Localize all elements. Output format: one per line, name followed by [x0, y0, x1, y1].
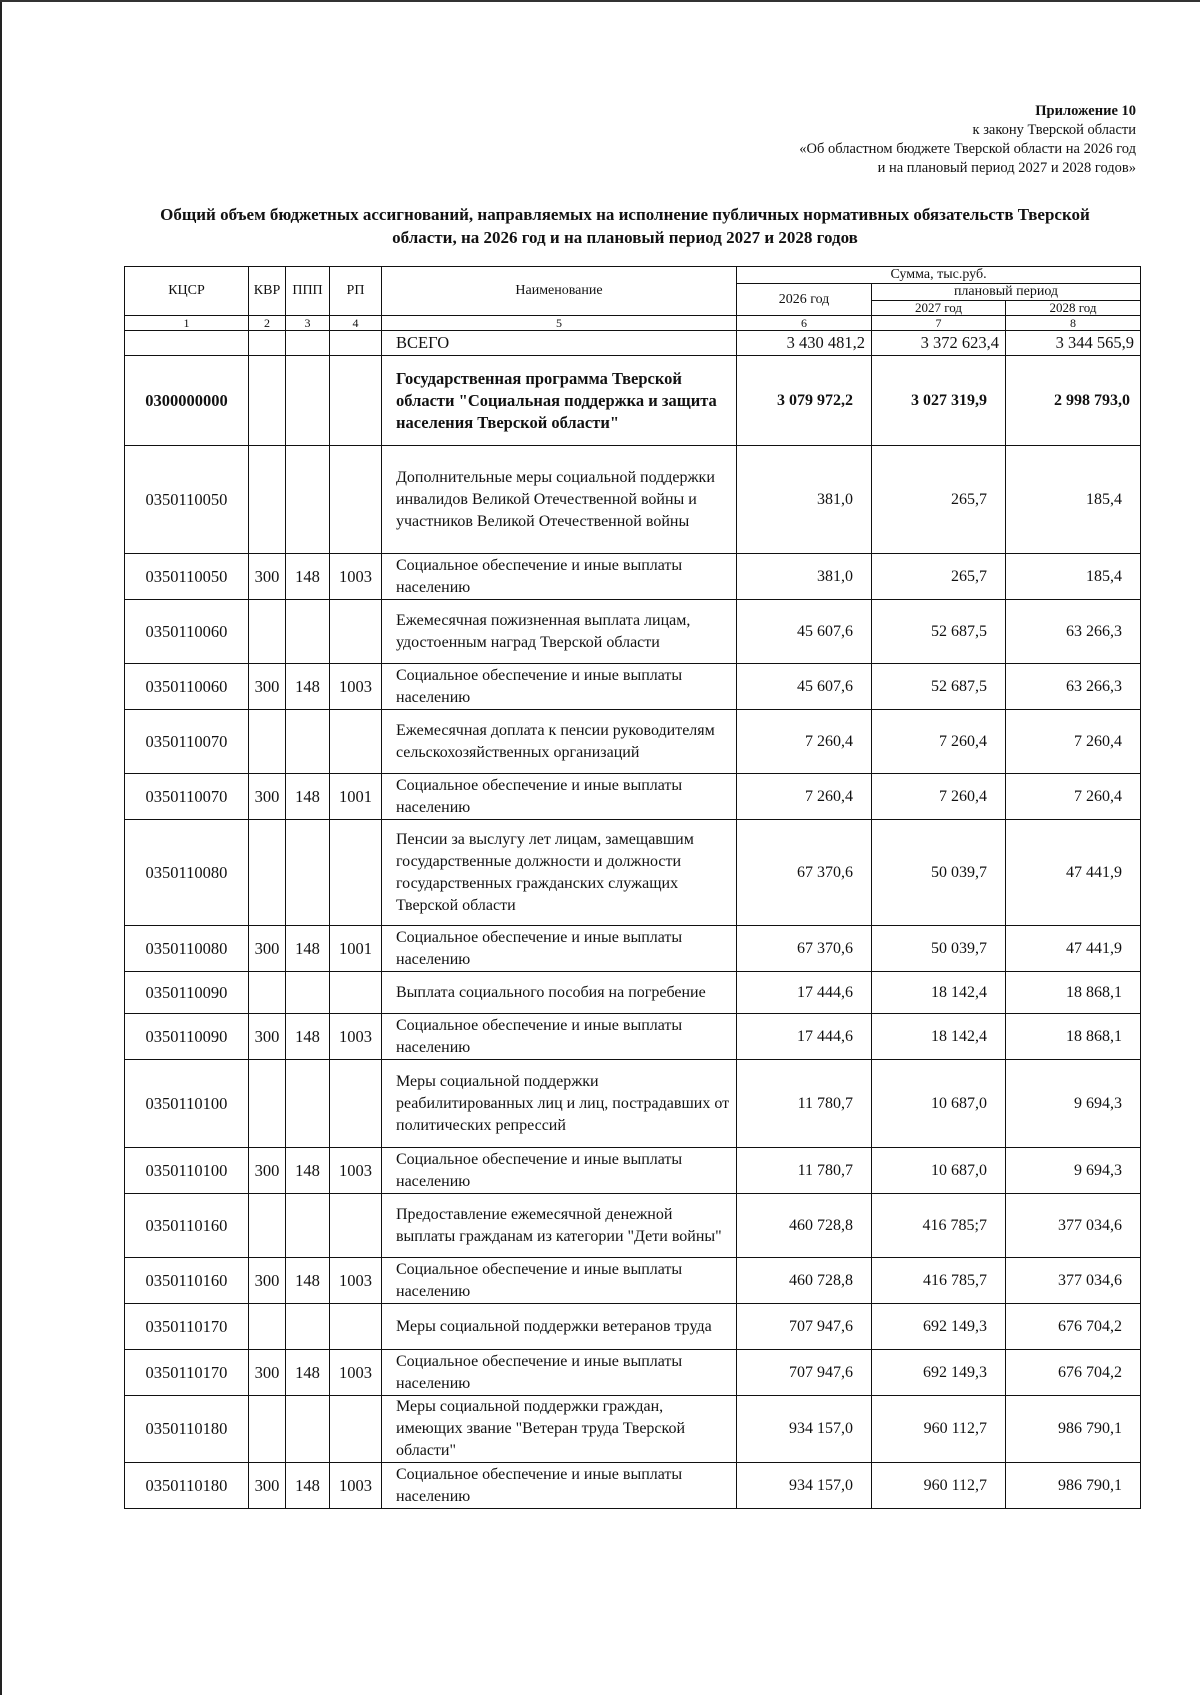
row-ppp [286, 446, 330, 554]
row-value-2027: 265,7 [872, 446, 1006, 554]
program-kcsr: 0300000000 [125, 356, 249, 446]
row-name: Социальное обеспечение и иные выплаты населению [382, 774, 737, 820]
header-2027: 2027 год [872, 301, 1006, 316]
header-row-1 [125, 267, 1141, 284]
table-row [125, 1350, 1141, 1396]
row-kcsr: 0350110170 [125, 1350, 249, 1396]
row-kcsr: 0350110170 [125, 1304, 249, 1350]
row-rp [330, 1194, 382, 1258]
row-kcsr: 0350110050 [125, 554, 249, 600]
row-rp [330, 820, 382, 926]
row-rp: 1003 [330, 664, 382, 710]
budget-table-body [125, 316, 1141, 1509]
document-title-line1: Общий объем бюджетных ассигнований, направляемых на исполнение публичных нормативных обязательств Тверской [160, 205, 1090, 224]
row-kvr [249, 1396, 286, 1463]
table-row [125, 1258, 1141, 1304]
table-row [125, 1060, 1141, 1148]
row-kvr: 300 [249, 554, 286, 600]
column-number: 1 [125, 316, 249, 331]
table-row [125, 774, 1141, 820]
row-value-2027: 10 687,0 [872, 1148, 1006, 1194]
row-value-2027: 416 785;7 [872, 1194, 1006, 1258]
program-ppp-empty [286, 356, 330, 446]
row-kcsr: 0350110090 [125, 972, 249, 1014]
document-title-line2: области, на 2026 год и на плановый период 2027 и 2028 годов [392, 228, 858, 247]
row-value-2028: 185,4 [1006, 554, 1141, 600]
row-rp [330, 1304, 382, 1350]
row-value-2027: 18 142,4 [872, 1014, 1006, 1060]
row-ppp: 148 [286, 1258, 330, 1304]
total-kvr-empty [249, 331, 286, 356]
row-kvr [249, 1060, 286, 1148]
row-name: Дополнительные меры социальной поддержки инвалидов Великой Отечественной войны и участников Великой Отечественной войны [382, 446, 737, 554]
appendix-law-title: «Об областном бюджете Тверской области на 2026 год [799, 141, 1136, 157]
scan-edge-top [0, 0, 1200, 2]
row-value-2027: 7 260,4 [872, 774, 1006, 820]
row-ppp: 148 [286, 926, 330, 972]
row-value-2027: 52 687,5 [872, 600, 1006, 664]
scan-edge-left [0, 0, 2, 1695]
row-name: Социальное обеспечение и иные выплаты населению [382, 1258, 737, 1304]
total-ppp-empty [286, 331, 330, 356]
table-row [125, 1194, 1141, 1258]
row-value-2028: 63 266,3 [1006, 600, 1141, 664]
row-rp [330, 1060, 382, 1148]
row-name: Социальное обеспечение и иные выплаты населению [382, 1350, 737, 1396]
row-value-2026: 707 947,6 [737, 1304, 872, 1350]
row-ppp: 148 [286, 1463, 330, 1509]
row-value-2026: 11 780,7 [737, 1060, 872, 1148]
row-value-2027: 960 112,7 [872, 1463, 1006, 1509]
header-planned-period: плановый период [872, 284, 1141, 301]
row-ppp [286, 1304, 330, 1350]
total-2027: 3 372 623,4 [872, 331, 1006, 356]
row-ppp: 148 [286, 1148, 330, 1194]
row-ppp [286, 1396, 330, 1463]
program-row [125, 356, 1141, 446]
appendix-number: Приложение 10 [1035, 103, 1136, 119]
program-rp-empty [330, 356, 382, 446]
row-value-2027: 692 149,3 [872, 1350, 1006, 1396]
row-value-2028: 377 034,6 [1006, 1194, 1141, 1258]
header-rp: РП [330, 267, 382, 316]
row-ppp [286, 600, 330, 664]
row-value-2026: 7 260,4 [737, 774, 872, 820]
row-kcsr: 0350110050 [125, 446, 249, 554]
row-value-2026: 45 607,6 [737, 664, 872, 710]
row-value-2028: 185,4 [1006, 446, 1141, 554]
row-rp: 1003 [330, 1258, 382, 1304]
row-kcsr: 0350110160 [125, 1194, 249, 1258]
row-kvr [249, 446, 286, 554]
row-kcsr: 0350110160 [125, 1258, 249, 1304]
row-name: Социальное обеспечение и иные выплаты населению [382, 1148, 737, 1194]
table-row [125, 926, 1141, 972]
row-rp [330, 972, 382, 1014]
row-value-2028: 7 260,4 [1006, 774, 1141, 820]
row-kvr: 300 [249, 1463, 286, 1509]
row-rp [330, 600, 382, 664]
row-value-2026: 460 728,8 [737, 1258, 872, 1304]
row-rp: 1001 [330, 926, 382, 972]
row-rp [330, 1396, 382, 1463]
column-number: 6 [737, 316, 872, 331]
row-value-2027: 18 142,4 [872, 972, 1006, 1014]
program-2028: 2 998 793,0 [1006, 356, 1141, 446]
row-name: Социальное обеспечение и иные выплаты населению [382, 1463, 737, 1509]
row-value-2026: 11 780,7 [737, 1148, 872, 1194]
row-kcsr: 0350110080 [125, 926, 249, 972]
row-name: Социальное обеспечение и иные выплаты населению [382, 1014, 737, 1060]
row-kvr: 300 [249, 664, 286, 710]
total-kcsr-empty [125, 331, 249, 356]
row-value-2028: 9 694,3 [1006, 1148, 1141, 1194]
row-rp: 1003 [330, 1463, 382, 1509]
row-value-2028: 986 790,1 [1006, 1463, 1141, 1509]
row-value-2028: 7 260,4 [1006, 710, 1141, 774]
row-kcsr: 0350110060 [125, 664, 249, 710]
row-name: Ежемесячная пожизненная выплата лицам, удостоенным наград Тверской области [382, 600, 737, 664]
row-rp: 1003 [330, 1014, 382, 1060]
row-value-2027: 10 687,0 [872, 1060, 1006, 1148]
program-2027: 3 027 319,9 [872, 356, 1006, 446]
row-name: Меры социальной поддержки граждан, имеющих звание "Ветеран труда Тверской области" [382, 1396, 737, 1463]
row-kcsr: 0350110070 [125, 774, 249, 820]
header-name: Наименование [382, 267, 737, 316]
row-kvr: 300 [249, 774, 286, 820]
row-ppp [286, 1060, 330, 1148]
column-number: 3 [286, 316, 330, 331]
row-value-2026: 67 370,6 [737, 926, 872, 972]
row-kcsr: 0350110180 [125, 1463, 249, 1509]
table-row [125, 1396, 1141, 1463]
program-kvr-empty [249, 356, 286, 446]
header-ppp: ППП [286, 267, 330, 316]
row-value-2027: 265,7 [872, 554, 1006, 600]
appendix-law-period: и на плановый период 2027 и 2028 годов» [877, 160, 1136, 176]
row-kvr [249, 972, 286, 1014]
row-name: Социальное обеспечение и иные выплаты населению [382, 664, 737, 710]
table-row [125, 1148, 1141, 1194]
row-kcsr: 0350110180 [125, 1396, 249, 1463]
row-rp: 1001 [330, 774, 382, 820]
row-value-2026: 707 947,6 [737, 1350, 872, 1396]
table-row [125, 600, 1141, 664]
row-value-2028: 63 266,3 [1006, 664, 1141, 710]
row-kvr [249, 1304, 286, 1350]
row-value-2028: 676 704,2 [1006, 1304, 1141, 1350]
row-ppp [286, 972, 330, 1014]
column-number: 2 [249, 316, 286, 331]
program-2026: 3 079 972,2 [737, 356, 872, 446]
row-kvr [249, 600, 286, 664]
table-row [125, 1304, 1141, 1350]
row-kvr [249, 710, 286, 774]
table-row [125, 446, 1141, 554]
row-name: Социальное обеспечение и иные выплаты населению [382, 554, 737, 600]
row-kcsr: 0350110060 [125, 600, 249, 664]
column-number: 7 [872, 316, 1006, 331]
row-ppp [286, 710, 330, 774]
row-value-2026: 460 728,8 [737, 1194, 872, 1258]
header-2028: 2028 год [1006, 301, 1141, 316]
row-value-2026: 381,0 [737, 554, 872, 600]
row-kvr [249, 820, 286, 926]
row-kcsr: 0350110080 [125, 820, 249, 926]
total-row [125, 331, 1141, 356]
row-name: Пенсии за выслугу лет лицам, замещавшим государственные должности и должности государственных гражданских служащих Тверской области [382, 820, 737, 926]
row-kcsr: 0350110100 [125, 1060, 249, 1148]
row-name: Меры социальной поддержки ветеранов труда [382, 1304, 737, 1350]
row-ppp [286, 1194, 330, 1258]
row-ppp: 148 [286, 1014, 330, 1060]
row-value-2027: 50 039,7 [872, 926, 1006, 972]
row-value-2028: 9 694,3 [1006, 1060, 1141, 1148]
row-name: Предоставление ежемесячной денежной выплаты гражданам из категории "Дети войны" [382, 1194, 737, 1258]
header-2026: 2026 год [737, 284, 872, 316]
row-name: Меры социальной поддержки реабилитированных лиц и лиц, пострадавших от политических репрессий [382, 1060, 737, 1148]
row-value-2026: 381,0 [737, 446, 872, 554]
row-value-2028: 676 704,2 [1006, 1350, 1141, 1396]
total-2028: 3 344 565,9 [1006, 331, 1141, 356]
total-label: ВСЕГО [382, 331, 737, 356]
budget-table [124, 266, 1141, 1509]
row-value-2027: 52 687,5 [872, 664, 1006, 710]
row-value-2026: 17 444,6 [737, 1014, 872, 1060]
row-value-2027: 7 260,4 [872, 710, 1006, 774]
column-number: 8 [1006, 316, 1141, 331]
table-row [125, 1463, 1141, 1509]
appendix-header [799, 102, 1136, 178]
row-value-2026: 934 157,0 [737, 1463, 872, 1509]
header-kcsr: КЦСР [125, 267, 249, 316]
row-kcsr: 0350110070 [125, 710, 249, 774]
row-value-2028: 377 034,6 [1006, 1258, 1141, 1304]
row-kvr: 300 [249, 1258, 286, 1304]
column-number: 5 [382, 316, 737, 331]
row-value-2028: 986 790,1 [1006, 1396, 1141, 1463]
row-kvr: 300 [249, 1350, 286, 1396]
program-name: Государственная программа Тверской области "Социальная поддержка и защита населения Тверской области" [382, 356, 737, 446]
total-rp-empty [330, 331, 382, 356]
table-row [125, 664, 1141, 710]
row-kvr [249, 1194, 286, 1258]
row-rp: 1003 [330, 1148, 382, 1194]
table-row [125, 1014, 1141, 1060]
row-kvr: 300 [249, 1148, 286, 1194]
row-kcsr: 0350110090 [125, 1014, 249, 1060]
row-name: Ежемесячная доплата к пенсии руководителям сельскохозяйственных организаций [382, 710, 737, 774]
row-value-2027: 416 785,7 [872, 1258, 1006, 1304]
row-value-2028: 18 868,1 [1006, 1014, 1141, 1060]
row-value-2028: 47 441,9 [1006, 820, 1141, 926]
table-row [125, 820, 1141, 926]
row-name: Выплата социального пособия на погребение [382, 972, 737, 1014]
table-row [125, 972, 1141, 1014]
row-value-2026: 7 260,4 [737, 710, 872, 774]
row-rp [330, 446, 382, 554]
row-value-2026: 17 444,6 [737, 972, 872, 1014]
column-number: 4 [330, 316, 382, 331]
header-kvr: КВР [249, 267, 286, 316]
column-numbers-row [125, 316, 1141, 331]
row-value-2027: 960 112,7 [872, 1396, 1006, 1463]
row-ppp: 148 [286, 664, 330, 710]
row-rp: 1003 [330, 1350, 382, 1396]
row-value-2026: 45 607,6 [737, 600, 872, 664]
row-rp [330, 710, 382, 774]
row-value-2027: 50 039,7 [872, 820, 1006, 926]
row-kvr: 300 [249, 926, 286, 972]
row-name: Социальное обеспечение и иные выплаты населению [382, 926, 737, 972]
row-ppp: 148 [286, 554, 330, 600]
row-kcsr: 0350110100 [125, 1148, 249, 1194]
appendix-law-ref: к закону Тверской области [972, 122, 1136, 138]
row-value-2028: 47 441,9 [1006, 926, 1141, 972]
row-ppp: 148 [286, 1350, 330, 1396]
row-value-2028: 18 868,1 [1006, 972, 1141, 1014]
header-sum: Сумма, тыс.руб. [737, 267, 1141, 284]
row-value-2026: 934 157,0 [737, 1396, 872, 1463]
table-row [125, 554, 1141, 600]
document-title [130, 203, 1120, 249]
row-value-2026: 67 370,6 [737, 820, 872, 926]
table-row [125, 710, 1141, 774]
row-rp: 1003 [330, 554, 382, 600]
row-ppp: 148 [286, 774, 330, 820]
total-2026: 3 430 481,2 [737, 331, 872, 356]
row-ppp [286, 820, 330, 926]
row-value-2027: 692 149,3 [872, 1304, 1006, 1350]
row-kvr: 300 [249, 1014, 286, 1060]
